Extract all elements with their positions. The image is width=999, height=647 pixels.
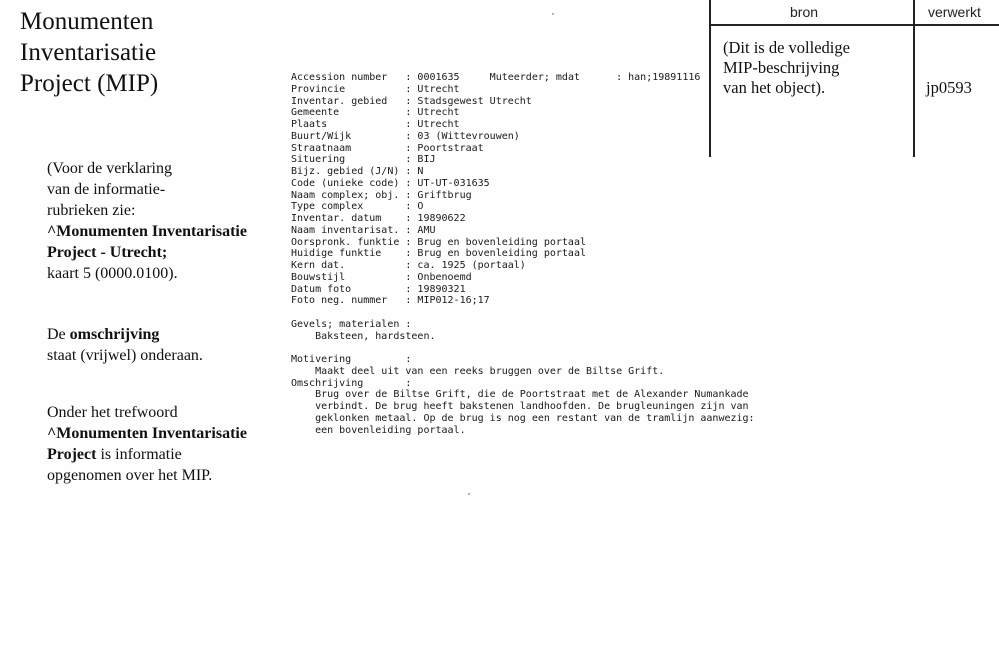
field-colon: : xyxy=(405,177,412,189)
field-label: Inventar. datum xyxy=(291,213,382,224)
field-value: AMU xyxy=(417,224,436,236)
note-line: opgenomen over het MIP. xyxy=(47,467,213,484)
field-label: Gemeente xyxy=(291,107,340,119)
field-label: Plaats xyxy=(291,119,328,130)
note-bold: Project xyxy=(47,446,97,463)
verwerkt-cell: jp0593 xyxy=(926,78,972,97)
omschrijving-line: geklonken metaal. Op de brug is nog een restant van de tramlijn aanwezig: xyxy=(315,412,755,424)
title-line: Monumenten xyxy=(20,8,154,35)
field-colon: : xyxy=(405,283,412,295)
record-field xyxy=(291,84,755,96)
record-field xyxy=(291,190,755,202)
field-value: Griftbrug xyxy=(417,189,472,201)
field-value: MIP012-16;17 xyxy=(417,295,490,307)
motivering-value: Maakt deel uit van een reeks bruggen over de Biltse Grift. xyxy=(315,365,665,377)
record-field xyxy=(291,225,755,237)
record-field xyxy=(291,107,755,119)
field-colon: : xyxy=(405,295,412,307)
record-field xyxy=(291,72,755,84)
field-value: Brug en bovenleiding portaal xyxy=(417,236,586,248)
field-colon: : xyxy=(405,166,412,177)
field-label: Buurt/Wijk xyxy=(291,130,352,142)
bron-line: van het object). xyxy=(723,78,826,97)
field-value: 19890321 xyxy=(417,283,466,295)
record-fields xyxy=(291,72,755,307)
note-line: (Voor de verklaring xyxy=(47,160,172,177)
scan-speck xyxy=(468,493,470,495)
record-field xyxy=(291,248,755,260)
note-line: kaart 5 (0000.0100). xyxy=(47,265,178,282)
bron-cell xyxy=(723,38,850,98)
field-colon: : xyxy=(405,142,412,154)
note-line: staat (vrijwel) onderaan. xyxy=(47,347,203,364)
field-value: Utrecht xyxy=(417,83,460,95)
record-field xyxy=(291,178,755,190)
field-value: 0001635 xyxy=(417,72,460,83)
record-field xyxy=(291,143,755,155)
field-colon: : xyxy=(405,95,412,107)
gevels-value: Baksteen, hardsteen. xyxy=(315,330,436,342)
field-label: Kern dat. xyxy=(291,260,346,271)
field-label: Naam inventarisat. xyxy=(291,224,400,236)
column-header-verwerkt: verwerkt xyxy=(928,4,981,20)
field-value: ca. 1925 (portaal) xyxy=(417,260,526,271)
scan-speck xyxy=(552,13,554,15)
field-label: Inventar. gebied xyxy=(291,95,388,107)
field-value: Brug en bovenleiding portaal xyxy=(417,248,586,260)
field-value: O xyxy=(417,201,424,213)
field-colon: : xyxy=(405,107,412,119)
omschrijving-line: een bovenleiding portaal. xyxy=(315,424,466,436)
field-colon: : xyxy=(405,130,412,142)
record-field xyxy=(291,295,755,307)
field-label: Situering xyxy=(291,154,346,166)
record-field xyxy=(291,213,755,225)
note-line: rubrieken zie: xyxy=(47,202,136,219)
note-bold: Project - Utrecht; xyxy=(47,244,168,261)
field-label: Bijz. gebied (J/N) xyxy=(291,166,400,177)
record-field xyxy=(291,284,755,296)
bron-line: MIP-beschrijving xyxy=(723,58,840,77)
field-colon: : xyxy=(405,224,412,236)
record-field xyxy=(291,131,755,143)
note-text: De xyxy=(47,326,70,343)
field-colon: : xyxy=(405,236,412,248)
field-label: Accession number xyxy=(291,72,388,83)
record-field xyxy=(291,166,755,178)
field-value: Onbenoemd xyxy=(417,271,472,283)
field-colon: : xyxy=(405,213,412,224)
note-omschrijving xyxy=(47,324,203,366)
omschrijving-line: verbindt. De brug heeft bakstenen landhoofden. De brugleuningen zijn van xyxy=(315,401,749,412)
record-field xyxy=(291,154,755,166)
field-label: Code (unieke code) xyxy=(291,177,400,189)
field-label: Foto neg. nummer xyxy=(291,295,388,307)
field-colon: : xyxy=(405,83,412,95)
record-field xyxy=(291,260,755,272)
record-field xyxy=(291,201,755,213)
note-text: is informatie xyxy=(96,446,182,463)
field-value: BIJ xyxy=(417,154,436,166)
muteerder-field: Muteerder; mdat : han;19891116 xyxy=(489,72,701,83)
column-header-bron: bron xyxy=(790,4,819,20)
field-colon: : xyxy=(405,260,412,271)
page-title xyxy=(20,6,158,99)
field-value: Poortstraat xyxy=(417,142,484,154)
field-value: Utrecht xyxy=(417,107,460,119)
note-trefwoord xyxy=(47,402,247,486)
field-label: Bouwstijl xyxy=(291,271,346,283)
note-bold: ^Monumenten Inventarisatie xyxy=(47,425,247,442)
mip-record xyxy=(291,72,755,436)
field-colon: : xyxy=(405,154,412,166)
title-line: Project (MIP) xyxy=(20,70,159,97)
record-field xyxy=(291,96,755,108)
field-colon: : xyxy=(405,189,412,201)
bron-line: (Dit is de volledige xyxy=(723,38,850,57)
motivering-label: Motivering : xyxy=(291,354,412,365)
field-colon: : xyxy=(405,119,412,130)
field-colon: : xyxy=(405,248,412,260)
omschrijving-label: Omschrijving : xyxy=(291,377,412,389)
field-value: UT-UT-031635 xyxy=(417,177,490,189)
title-line: Inventarisatie xyxy=(20,39,157,66)
gevels-label: Gevels; materialen : xyxy=(291,318,412,330)
field-colon: : xyxy=(405,271,412,283)
field-colon: : xyxy=(405,72,412,83)
record-field xyxy=(291,119,755,131)
field-label: Naam complex; obj. xyxy=(291,189,400,201)
note-bold: omschrijving xyxy=(69,326,160,343)
field-value: N xyxy=(417,166,424,177)
field-label: Oorspronk. funktie xyxy=(291,236,400,248)
field-value: 19890622 xyxy=(417,213,466,224)
table-header-rule xyxy=(710,24,999,26)
field-label: Type complex xyxy=(291,201,364,213)
field-label: Datum foto xyxy=(291,283,352,295)
field-value: Stadsgewest Utrecht xyxy=(417,95,532,107)
note-line: Onder het trefwoord xyxy=(47,404,178,421)
note-reference xyxy=(47,158,247,284)
field-label: Huidige funktie xyxy=(291,248,382,260)
note-bold: ^Monumenten Inventarisatie xyxy=(47,223,247,240)
note-line: van de informatie- xyxy=(47,181,166,198)
field-label: Provincie xyxy=(291,83,346,95)
field-value: 03 (Wittevrouwen) xyxy=(417,130,520,142)
field-label: Straatnaam xyxy=(291,142,352,154)
record-field xyxy=(291,272,755,284)
record-field xyxy=(291,237,755,249)
field-value: Utrecht xyxy=(417,119,460,130)
field-colon: : xyxy=(405,201,412,213)
omschrijving-line: Brug over de Biltse Grift, die de Poortstraat met de Alexander Numankade xyxy=(315,389,749,401)
